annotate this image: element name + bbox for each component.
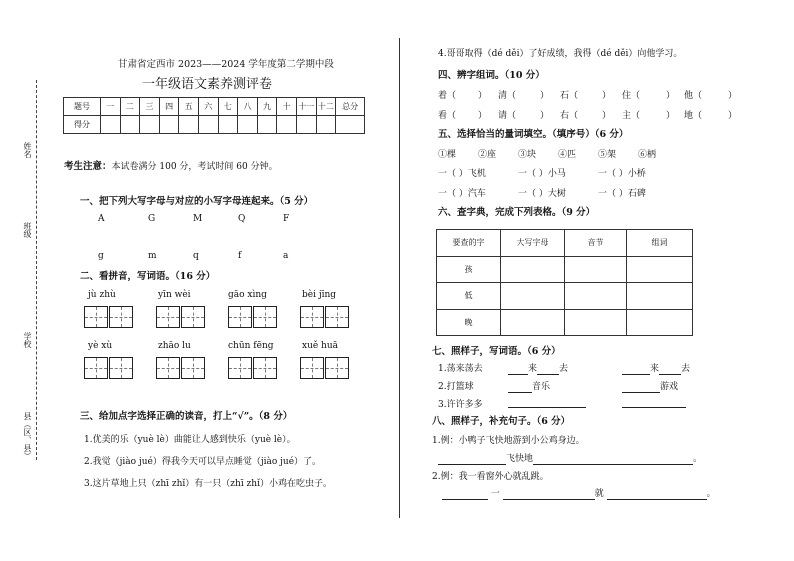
page-divider	[399, 38, 400, 518]
writing-grid[interactable]	[300, 357, 352, 381]
table-header: 要查的字	[437, 230, 501, 257]
table-header: 大写字母	[501, 230, 565, 257]
q4-item: 地（	[684, 111, 703, 121]
score-cell[interactable]	[120, 116, 140, 134]
writing-grid[interactable]	[228, 306, 280, 330]
q1-upper-4: F	[283, 214, 290, 224]
q2-pinyin: chūn fēng	[228, 341, 274, 351]
q4-paren: ）	[602, 111, 612, 121]
sidebar-label-class: 班级	[23, 222, 32, 238]
score-header: 十二	[316, 98, 336, 116]
q1-upper-3: Q	[238, 214, 246, 224]
table-char: 孩	[437, 256, 501, 283]
q4-item: 右（	[560, 111, 579, 121]
q4-paren: ）	[478, 91, 488, 101]
q5-option: ②座	[478, 150, 497, 160]
q5-option: ①棵	[438, 150, 457, 160]
q1-upper-2: M	[193, 214, 203, 224]
q7-blank[interactable]	[508, 397, 586, 408]
table-cell[interactable]	[627, 256, 693, 283]
q2-pinyin: bèi jīng	[302, 290, 337, 300]
q8-title: 八、照样子，补充句子。（6 分）	[432, 416, 571, 427]
score-header: 八	[238, 98, 258, 116]
table-header: 音节	[565, 230, 627, 257]
notice-bold: 考生注意：	[64, 161, 112, 172]
score-header: 七	[218, 98, 238, 116]
q7-blank[interactable]	[622, 379, 678, 393]
sidebar-label-school: 学校	[23, 332, 32, 348]
score-cell[interactable]	[238, 116, 258, 134]
q2-title: 二、看拼音，写词语。（16 分）	[80, 271, 216, 282]
q4-item: 主（	[622, 111, 641, 121]
q4-paren: ）	[478, 111, 488, 121]
table-char: 晚	[437, 309, 501, 336]
q1-lower-0: g	[98, 251, 104, 261]
q1-upper-0: A	[98, 214, 105, 224]
q4-paren: ）	[602, 91, 612, 101]
q5-title: 五、选择恰当的量词填空。（填序号）（6 分）	[438, 129, 629, 140]
q4-item: 石（	[560, 91, 579, 101]
q8-word: 就	[594, 489, 604, 499]
q7-blank[interactable]	[508, 361, 568, 375]
table-cell[interactable]	[501, 309, 565, 336]
q2-pinyin: yīn wèi	[158, 290, 191, 300]
score-header: 一	[101, 98, 121, 116]
q4-item: 看（	[438, 111, 457, 121]
score-header: 六	[198, 98, 218, 116]
q7-blank[interactable]	[508, 379, 550, 393]
table-header: 组词	[627, 230, 693, 257]
table-char: 低	[437, 283, 501, 310]
q5-option: ⑥柄	[638, 150, 657, 160]
score-header: 十	[277, 98, 297, 116]
table-cell[interactable]	[627, 309, 693, 336]
score-header: 总分	[336, 98, 365, 116]
q5-option: ③块	[518, 150, 537, 160]
q1-upper-1: G	[148, 214, 156, 224]
score-table	[63, 97, 365, 134]
q3-line-1: 1.优美的乐（yuè lè）曲能让人感到快乐（yuè lè）。	[84, 435, 296, 445]
q2-pinyin: yè xù	[88, 341, 113, 351]
notice-text: 本试卷满分 100 分，考试时间 60 分钟。	[111, 162, 278, 172]
q5-item: 一（ ）小马	[518, 169, 566, 179]
q7-word: 游戏	[660, 382, 679, 392]
q8-blank-2[interactable]: 一 就 。	[442, 486, 716, 500]
score-cell[interactable]	[257, 116, 277, 134]
q4-item: 清（	[498, 91, 517, 101]
q5-item: 一（ ）石碑	[598, 189, 646, 199]
q3-title: 三、给加点字选择正确的读音，打上“√”。（8 分）	[80, 411, 293, 422]
q7-word: 音乐	[532, 382, 551, 392]
writing-grid[interactable]	[84, 357, 136, 381]
score-cell[interactable]	[198, 116, 218, 134]
score-header: 十一	[296, 98, 316, 116]
q7-example: 2.打篮球	[438, 382, 474, 392]
table-cell[interactable]	[565, 283, 627, 310]
sidebar-label-name: 姓名	[23, 142, 32, 158]
binding-line	[36, 80, 37, 460]
q5-option: ⑤架	[598, 150, 617, 160]
q1-lower-4: a	[283, 251, 289, 261]
q8-word: 一	[490, 489, 500, 499]
q2-pinyin: xuě huā	[302, 341, 339, 351]
score-cell[interactable]	[101, 116, 121, 134]
q4-paren: ）	[728, 91, 738, 101]
notice	[64, 158, 278, 172]
table-cell[interactable]	[627, 283, 693, 310]
dictionary-table	[436, 229, 693, 336]
score-header: 四	[159, 98, 179, 116]
q4-paren: ）	[666, 111, 676, 121]
score-header: 题号	[64, 98, 101, 116]
q5-item: 一（ ）汽车	[438, 189, 486, 199]
score-cell[interactable]	[296, 116, 316, 134]
q7-blank[interactable]	[622, 361, 690, 375]
score-header: 九	[257, 98, 277, 116]
score-cell[interactable]	[140, 116, 160, 134]
q7-blank[interactable]	[622, 397, 686, 408]
score-cell[interactable]	[316, 116, 336, 134]
q8-example-2: 2.例：我一看窗外心就乱跳。	[432, 472, 549, 482]
score-cell[interactable]	[179, 116, 199, 134]
q4-item: 着（	[438, 91, 457, 101]
score-cell[interactable]	[159, 116, 179, 134]
q1-lower-3: f	[238, 251, 242, 261]
writing-grid[interactable]	[300, 306, 352, 330]
q7-example: 3.许许多多	[438, 400, 483, 410]
q7-title: 七、照样子，写词语。（6 分）	[432, 346, 561, 357]
q1-lower-2: q	[193, 251, 199, 261]
score-row-label: 得分	[64, 116, 101, 134]
q7-word: 来	[650, 364, 660, 374]
writing-grid[interactable]	[84, 306, 136, 330]
q7-word: 去	[559, 364, 569, 374]
q3-line-4: 4.哥哥取得（dé děi）了好成绩，我得（dé děi）向他学习。	[438, 49, 683, 59]
q3-line-3: 3.这片草地上只（zhī zhǐ）有一只（zhī zhǐ）小鸡在吃虫子。	[84, 479, 332, 489]
q6-title: 六、查字典，完成下列表格。（9 分）	[438, 207, 596, 218]
q5-option: ④匹	[558, 150, 577, 160]
writing-grid[interactable]	[156, 357, 208, 381]
q2-pinyin: gāo xìng	[228, 290, 267, 300]
q4-paren: ）	[666, 91, 676, 101]
score-header: 三	[140, 98, 160, 116]
q2-pinyin: zhāo lu	[158, 341, 191, 351]
q7-example: 1.荡来荡去	[438, 364, 483, 374]
page-title: 一年级语文素养测评卷	[142, 77, 273, 92]
q8-word: 飞快地	[506, 454, 534, 464]
q8-example-1: 1.例：小鸭子飞快地游到小公鸡身边。	[432, 436, 585, 446]
score-header: 二	[120, 98, 140, 116]
q1-title: 一、把下列大写字母与对应的小写字母连起来。（5 分）	[80, 196, 314, 207]
score-cell[interactable]	[277, 116, 297, 134]
q4-item: 住（	[622, 91, 641, 101]
score-cell[interactable]	[218, 116, 238, 134]
writing-grid[interactable]	[156, 306, 208, 330]
q4-paren: ）	[728, 111, 738, 121]
table-cell[interactable]	[565, 309, 627, 336]
q5-item: 一（ ）飞机	[438, 169, 486, 179]
sidebar-label-county: 县（区、县）	[23, 412, 32, 460]
q3-line-2: 2.我觉（jiào jué）得我今天可以早点睡觉（jiào jué）了。	[84, 457, 322, 467]
q4-paren: ）	[540, 111, 550, 121]
score-cell[interactable]	[336, 116, 365, 134]
q4-title: 四、辨字组词。（10 分）	[438, 70, 545, 81]
q7-word: 去	[681, 364, 691, 374]
q7-word: 来	[528, 364, 538, 374]
table-cell[interactable]	[565, 256, 627, 283]
q2-pinyin: jù zhù	[88, 290, 116, 300]
q5-item: 一（ ）大树	[518, 189, 566, 199]
score-header: 五	[179, 98, 199, 116]
q8-blank-1[interactable]: 飞快地 。	[438, 451, 702, 465]
table-cell[interactable]	[501, 283, 565, 310]
q4-item: 请（	[498, 111, 517, 121]
q4-item: 他（	[684, 91, 703, 101]
q1-lower-1: m	[148, 251, 157, 261]
q5-item: 一（ ）小桥	[598, 169, 646, 179]
table-cell[interactable]	[501, 256, 565, 283]
title-line-1: 甘肃省定西市 2023——2024 学年度第二学期中段	[118, 59, 334, 70]
q4-paren: ）	[540, 91, 550, 101]
writing-grid[interactable]	[228, 357, 280, 381]
